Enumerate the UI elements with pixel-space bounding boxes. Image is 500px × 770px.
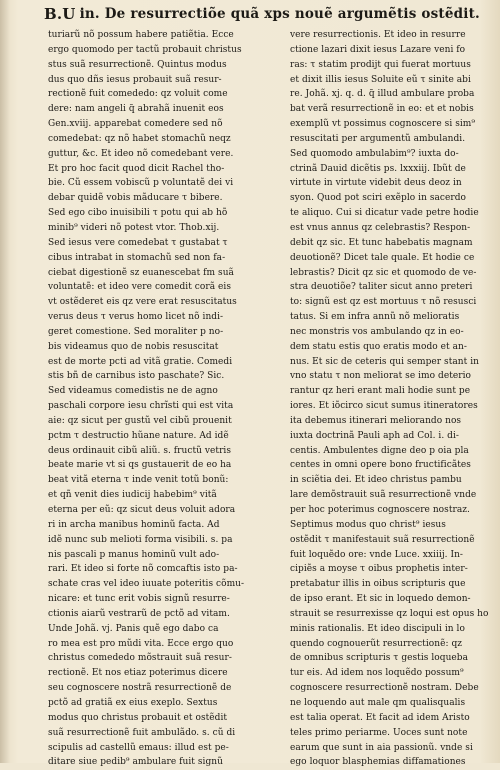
- text-line: ras: τ statim prodijt qui fuerat mortuus: [290, 59, 471, 70]
- text-line: scipulis ad castellũ emaus: illud est pe-: [48, 742, 229, 753]
- text-line: rectionẽ. Et nos etiaz poterimus dicere: [48, 668, 228, 679]
- text-line: tatus. Si em infra annũ nõ melioratis: [290, 312, 460, 323]
- text-line: debit qz sic. Et tunc habebatis magnam: [290, 237, 473, 248]
- text-line: stus suã resurrectionẽ. Quintus modus: [48, 59, 227, 70]
- left-text-column: [48, 28, 254, 770]
- text-line: idẽ nunc sub melioti forma visibili. s. pa: [48, 534, 233, 545]
- text-line: ne loquendo aut male qm qualisqualis: [290, 697, 466, 708]
- text-line: strauit se resurrexisse qz loqui est opus ho: [290, 608, 489, 619]
- running-title: in. De resurrectiõe quã xps nouẽ argumẽtis ostẽdit.: [79, 6, 480, 22]
- text-line: dem statu estis quo eratis modo et an-: [290, 341, 467, 352]
- text-line: schate cras vel ideo iuuate poteritis cõmu-: [48, 579, 245, 590]
- gutter-shadow: [0, 0, 10, 763]
- text-line: cibus intrabat in stomachũ sed non fa-: [48, 252, 226, 263]
- text-line: est talia operat. Et facit ad idem Aristo: [290, 712, 470, 723]
- text-line: ctionis aiarũ vestrarũ de pctõ ad vitam.: [48, 608, 230, 619]
- text-line: stra deuotiõe? taliter sicut anno preteri: [290, 282, 473, 293]
- text-line: beat vitã eterna τ inde venit totũ bonũ:: [48, 475, 229, 486]
- text-line: Et pro hoc facit quod dicit Rachel tho-: [48, 163, 225, 174]
- text-line: guttur, &c. Et ideo nõ comedebant vere.: [48, 148, 234, 159]
- text-line: to: signũ est qz est mortuus τ nõ resusci: [290, 297, 477, 308]
- text-line: aie: qz sicut per gustũ vel cibũ prouenit: [48, 415, 232, 426]
- text-line: dus quo dñs iesus probauit suã resur-: [48, 74, 222, 85]
- text-line: bat verã resurrectionẽ in eo: et et nobis: [290, 104, 474, 115]
- text-line: nus. Et sic de ceteris qui semper stant in: [290, 356, 479, 367]
- text-line: Sed iesus vere comedebat τ gustabat τ: [48, 237, 228, 248]
- text-line: resuscitati per argumentũ ambulandi.: [290, 133, 466, 144]
- text-line: Unde Johã. vj. Panis quẽ ego dabo ca: [48, 623, 219, 634]
- text-line: te aliquo. Cui si dicatur vade petre hodie: [290, 208, 479, 219]
- text-line: Septimus modus quo christ⁹ iesus: [290, 519, 446, 530]
- text-line: centes in omni opere bono fructificãtes: [290, 460, 471, 471]
- text-line: et dixit illis iesus Soluite eũ τ sinite abi: [290, 74, 471, 85]
- text-line: Sed videamus comedistis ne de agno: [48, 386, 218, 397]
- text-line: vno statu τ non meliorat se imo deterio: [290, 371, 472, 382]
- text-line: ego loquor blasphemias diffamationes: [290, 757, 466, 768]
- text-line: ctrinã Dauid dicẽtis ps. lxxxiij. Ibũt de: [290, 163, 466, 174]
- text-line: ro mea est pro mũdi vita. Ecce ergo quo: [48, 638, 234, 649]
- text-line: lebrastis? Dicit qz sic et quomodo de ve-: [290, 267, 477, 278]
- text-line: rantur qz heri erant mali hodie sunt pe: [290, 386, 471, 397]
- text-line: suã resurrectionẽ fuit ambulãdo. s. cũ di: [48, 727, 236, 738]
- text-line: debar quidẽ vobis mãducare τ bibere.: [48, 193, 223, 204]
- text-line: Sed ego cibo inuisibili τ potu qui ab hõ: [48, 208, 228, 219]
- text-line: nis pascali p manus hominũ vult ado-: [48, 549, 220, 560]
- text-line: rari. Et ideo si forte nõ comcaftis isto pa-: [48, 564, 238, 575]
- text-line: minib⁹ videri nõ potest vtor. Thob.xij.: [48, 222, 220, 233]
- text-line: pretabatur illis in oibus scripturis que: [290, 579, 466, 590]
- right-text-column: [290, 28, 490, 770]
- text-line: et qñ venit dies iudicij habebim⁹ vitã: [48, 490, 217, 501]
- text-line: vt ostẽderet eis qz vere erat resuscitatus: [48, 297, 237, 308]
- text-line: earum que sunt in aia passionũ. vnde si: [290, 742, 473, 753]
- text-line: paschali corpore iesu chrĩsti qui est vita: [48, 401, 234, 412]
- text-line: virtute in virtute videbit deus deoz in: [290, 178, 462, 189]
- text-line: christus comededo mõstrauit suã resur-: [48, 653, 232, 664]
- text-line: tur eis. Ad idem nos loquẽdo possum⁹: [290, 668, 464, 679]
- text-line: geret comestione. Sed moraliter p no-: [48, 326, 224, 337]
- text-line: rectionẽ fuit comededo: qz voluit come: [48, 89, 228, 100]
- text-line: Gen.xviij. apparebat comedere sed nõ: [48, 119, 223, 130]
- text-line: cipiẽs a moyse τ oibus prophetis inter-: [290, 564, 468, 575]
- text-line: deus ordinauit cibũ aliũ. s. fructũ vetris: [48, 445, 232, 456]
- text-line: bis videamus quo de nobis resuscitat: [48, 341, 219, 352]
- text-line: minis rationalis. Et ideo discipuli in lo: [290, 623, 465, 634]
- text-line: ri in archa manibus hominũ facta. Ad: [48, 519, 220, 530]
- text-line: est de morte pcti ad vitã gratie. Comedi: [48, 356, 233, 367]
- text-line: ditare siue pedib⁹ ambulare fuit signũ: [48, 757, 223, 768]
- text-line: ctione lazari dixit iesus Lazare veni fo: [290, 44, 466, 55]
- text-line: nec monstris vos ambulando qz in eo-: [290, 326, 464, 337]
- text-line: comedebat: qz nõ habet stomachũ neqz: [48, 133, 231, 144]
- text-line: per hoc poterimus cognoscere nostraz.: [290, 505, 470, 515]
- text-line: lare demõstrauit suã resurrectionẽ vnde: [290, 490, 477, 501]
- text-line: cognoscere resurrectionẽ nostram. Debe: [290, 683, 479, 694]
- text-line: deuotionẽ? Dicet tale quale. Et hodie ce: [290, 252, 475, 263]
- text-line: fuit loquẽdo ore: vnde Luce. xxiiij. In-: [290, 549, 464, 560]
- text-line: modus quo christus probauit et ostẽdit: [48, 712, 228, 723]
- text-line: ergo quomodo per tactũ probauit christus: [48, 44, 242, 55]
- text-line: est vnus annus qz celebrastis? Respon-: [290, 222, 471, 233]
- text-line: de ipso erant. Et sic in loquedo demon-: [290, 594, 471, 605]
- text-line: stis bñ de carnibus isto paschate? Sic.: [48, 371, 225, 382]
- text-line: beate marie vt si qs gustauerit de eo ha: [48, 460, 232, 471]
- text-line: teles primo periarme. Uoces sunt note: [290, 727, 468, 738]
- text-line: seu cognoscere nostrã resurrectionẽ de: [48, 683, 232, 694]
- text-line: Sed quomodo ambulabim⁹? iuxta do-: [290, 148, 459, 159]
- text-line: in sciẽtia dei. Et ideo christus pambu: [290, 475, 462, 486]
- text-line: pctm τ destructio hũane nature. Ad idẽ: [48, 430, 229, 441]
- text-line: vere resurrectionis. Et ideo in resurre: [290, 30, 466, 40]
- text-line: syon. Quod pot sciri exẽplo in sacerdo: [290, 193, 467, 204]
- text-line: de omnibus scripturis τ gestis loqueba: [290, 653, 469, 664]
- text-line: iuxta doctrinã Pauli aph ad Col. i. di-: [290, 430, 459, 441]
- text-line: pctõ ad gratiã ex eius exeplo. Sextus: [48, 697, 218, 708]
- text-line: re. Johã. xj. q. d. q̃ illud ambulare proba: [290, 89, 475, 100]
- text-line: voluntatẽ: et ideo vere comedit corã eis: [48, 282, 231, 293]
- text-line: centis. Ambulentes digne deo p oia pla: [290, 445, 469, 456]
- text-line: dere: nam angeli q̃ abrahã inuenit eos: [48, 104, 224, 115]
- text-line: quendo cognouerũt resurrectionẽ: qz: [290, 638, 463, 649]
- text-line: nicare: et tunc erit vobis signũ resurre-: [48, 594, 230, 605]
- text-line: ostẽdit τ manifestauit suã resurrectionẽ: [290, 534, 475, 545]
- text-line: verus deus τ verus homo licet nõ indi-: [48, 312, 224, 323]
- text-line: iores. Et iõcirco sicut sumus itineratores: [290, 401, 478, 412]
- folio-number: B.U: [44, 5, 76, 23]
- text-line: ciebat digestionẽ sz euanescebat fm suã: [48, 267, 234, 278]
- text-line: exemplũ vt possimus cognoscere si sim⁹: [290, 119, 476, 130]
- text-line: turiarũ nõ possum habere patiẽtia. Ecce: [48, 30, 234, 40]
- text-line: ita debemus itinerari meliorando nos: [290, 415, 462, 426]
- text-line: bie. Cũ essem vobiscũ p voluntatẽ dei vi: [48, 178, 234, 189]
- text-line: eterna per eũ: qz sicut deus voluit adora: [48, 505, 236, 515]
- running-head: [44, 3, 484, 25]
